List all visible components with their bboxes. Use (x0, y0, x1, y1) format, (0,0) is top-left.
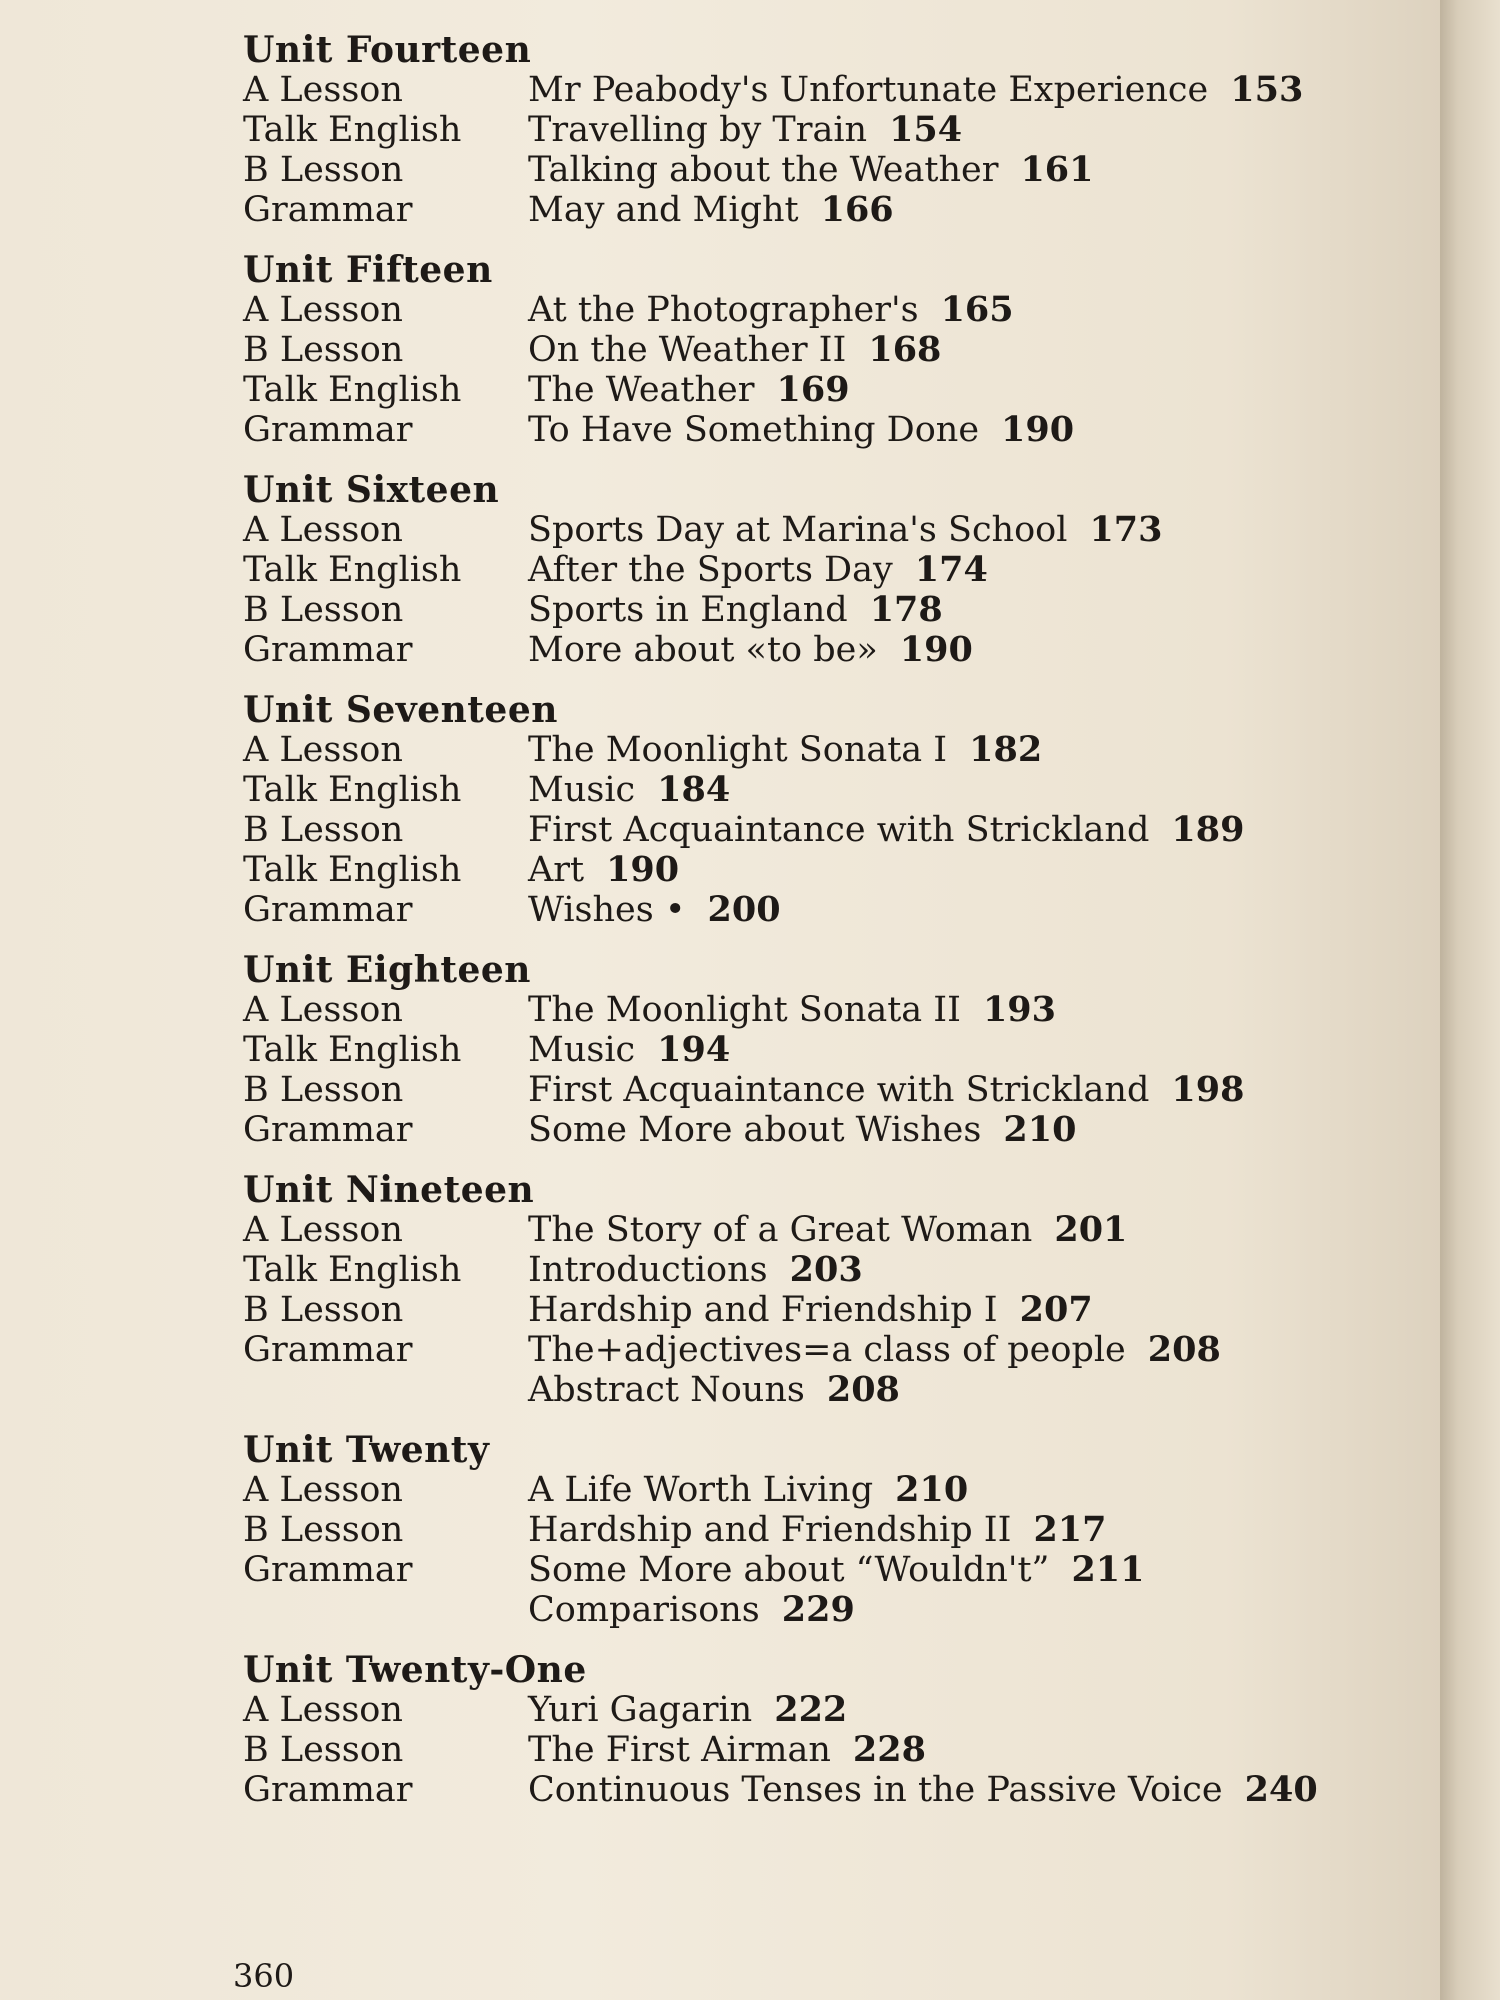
entry-page: 222 (774, 1689, 848, 1730)
entry-kind: Talk English (243, 770, 462, 810)
unit-section (243, 950, 1423, 1150)
entry-topic: Continuous Tenses in the Passive Voice (528, 1770, 1223, 1810)
unit-title: Unit Fifteen (243, 249, 493, 291)
entry-topic-line (528, 1330, 1423, 1370)
entry-topic-line (528, 550, 1423, 590)
entry-topic: After the Sports Day (528, 550, 893, 590)
entry-topic: Mr Peabody's Unfortunate Experience (528, 70, 1209, 110)
toc-entry (243, 330, 1423, 370)
unit-title: Unit Twenty (243, 1429, 490, 1471)
entry-topic-line (528, 1210, 1423, 1250)
toc-entry (243, 810, 1423, 850)
entry-kind (243, 1370, 528, 1410)
entry-topic-line (528, 190, 1423, 230)
entry-kind: Grammar (243, 1550, 413, 1590)
entry-kind: B Lesson (243, 810, 404, 850)
entry-page: 228 (852, 1729, 926, 1770)
toc-entry (243, 1590, 1423, 1630)
entry-topic-line (528, 330, 1423, 370)
entry-kind: A Lesson (243, 990, 403, 1030)
entry-kind: A Lesson (243, 730, 403, 770)
entry-page: 211 (1071, 1549, 1145, 1590)
entry-kind: B Lesson (243, 1070, 404, 1110)
entry-topic-line (528, 1030, 1423, 1070)
entry-topic: The First Airman (528, 1730, 831, 1770)
entry-topic: More about «to be» (528, 630, 878, 670)
toc-entry (243, 630, 1423, 670)
entry-topic-line (528, 850, 1423, 890)
unit-section (243, 1170, 1423, 1410)
entry-page: 174 (914, 549, 988, 590)
table-of-contents (243, 30, 1423, 1830)
toc-entry (243, 1770, 1423, 1810)
toc-entry (243, 730, 1423, 770)
entry-topic: The Moonlight Sonata II (528, 990, 961, 1030)
entry-topic-line (528, 590, 1423, 630)
entry-topic-line (528, 810, 1423, 850)
entry-kind: Grammar (243, 410, 413, 450)
entry-topic: A Life Worth Living (528, 1470, 874, 1510)
entry-kind: A Lesson (243, 290, 403, 330)
toc-entry (243, 1330, 1423, 1370)
entry-topic: Some More about Wishes (528, 1110, 982, 1150)
toc-entry (243, 1470, 1423, 1510)
entry-topic-line (528, 1730, 1423, 1770)
entry-kind: Grammar (243, 630, 413, 670)
entry-kind: Talk English (243, 550, 462, 590)
toc-entry (243, 990, 1423, 1030)
entry-topic: At the Photographer's (528, 290, 919, 330)
toc-entry (243, 850, 1423, 890)
entry-kind: B Lesson (243, 330, 404, 370)
entry-page: 184 (657, 769, 731, 810)
entry-topic-line (528, 1770, 1423, 1810)
entry-topic-line (528, 370, 1423, 410)
entry-topic-line (528, 1250, 1423, 1290)
toc-entry (243, 370, 1423, 410)
entry-page: 198 (1171, 1069, 1245, 1110)
toc-entry (243, 190, 1423, 230)
entry-topic-line (528, 890, 1423, 930)
entry-page: 229 (781, 1589, 855, 1630)
entry-topic-line (528, 110, 1423, 150)
toc-entry (243, 1110, 1423, 1150)
entry-kind: Grammar (243, 890, 413, 930)
entry-topic-line (528, 510, 1423, 550)
entry-topic-line (528, 290, 1423, 330)
unit-title: Unit Nineteen (243, 1169, 535, 1211)
entry-page: 165 (940, 289, 1014, 330)
entry-kind: Talk English (243, 110, 462, 150)
toc-entry (243, 70, 1423, 110)
entry-page: 201 (1054, 1209, 1128, 1250)
unit-section (243, 1650, 1423, 1810)
toc-entry (243, 510, 1423, 550)
toc-entry (243, 1550, 1423, 1590)
entry-topic: The Weather (528, 370, 755, 410)
entry-topic: Some More about “Wouldn't” (528, 1550, 1050, 1590)
entry-page: 169 (776, 369, 850, 410)
entry-topic-line (528, 1590, 1423, 1630)
entry-topic: May and Might (528, 190, 799, 230)
entry-topic: Comparisons (528, 1590, 760, 1630)
toc-entry (243, 1730, 1423, 1770)
entry-page: 240 (1244, 1769, 1318, 1810)
entry-topic: Yuri Gagarin (528, 1690, 753, 1730)
entry-topic-line (528, 1070, 1423, 1110)
entry-page: 210 (1003, 1109, 1077, 1150)
entry-topic-line (528, 730, 1423, 770)
toc-entry (243, 1250, 1423, 1290)
entry-topic: Introductions (528, 1250, 768, 1290)
entry-topic: Sports in England (528, 590, 848, 630)
entry-topic-line (528, 70, 1423, 110)
entry-kind: A Lesson (243, 1690, 403, 1730)
entry-page: 210 (895, 1469, 969, 1510)
toc-entry (243, 1690, 1423, 1730)
entry-topic: First Acquaintance with Strickland (528, 1070, 1150, 1110)
entry-page: 190 (1001, 409, 1075, 450)
entry-page: 166 (820, 189, 894, 230)
toc-entry (243, 1210, 1423, 1250)
entry-kind: Talk English (243, 1250, 462, 1290)
entry-page: 182 (969, 729, 1043, 770)
entry-topic-line (528, 1110, 1423, 1150)
entry-topic: Travelling by Train (528, 110, 868, 150)
toc-entry (243, 290, 1423, 330)
entry-topic-line (528, 1370, 1423, 1410)
toc-entry (243, 410, 1423, 450)
entry-page: 200 (707, 889, 781, 930)
entry-topic-line (528, 990, 1423, 1030)
entry-kind: Grammar (243, 190, 413, 230)
toc-entry (243, 890, 1423, 930)
entry-topic-line (528, 1550, 1423, 1590)
entry-page: 207 (1019, 1289, 1093, 1330)
unit-section (243, 1430, 1423, 1630)
unit-section (243, 30, 1423, 230)
unit-section (243, 250, 1423, 450)
toc-entry (243, 1510, 1423, 1550)
entry-topic: Abstract Nouns (528, 1370, 805, 1410)
entry-page: 193 (982, 989, 1056, 1030)
entry-page: 168 (868, 329, 942, 370)
entry-kind: A Lesson (243, 70, 403, 110)
entry-topic: Music (528, 1030, 636, 1070)
entry-topic: Hardship and Friendship I (528, 1290, 998, 1330)
entry-kind: A Lesson (243, 1210, 403, 1250)
entry-kind: B Lesson (243, 1290, 404, 1330)
entry-topic: The Moonlight Sonata I (528, 730, 948, 770)
entry-kind: Grammar (243, 1330, 413, 1370)
entry-page: 154 (889, 109, 963, 150)
toc-entry (243, 110, 1423, 150)
entry-topic-line (528, 1470, 1423, 1510)
entry-page: 217 (1033, 1509, 1107, 1550)
entry-kind: B Lesson (243, 1510, 404, 1550)
entry-topic-line (528, 1290, 1423, 1330)
entry-kind: B Lesson (243, 590, 404, 630)
entry-topic-line (528, 630, 1423, 670)
entry-topic: Music (528, 770, 636, 810)
page-number: 360 (233, 1957, 295, 1995)
toc-entry (243, 550, 1423, 590)
unit-title: Unit Fourteen (243, 29, 532, 71)
entry-topic: Talking about the Weather (528, 150, 999, 190)
entry-kind: A Lesson (243, 510, 403, 550)
entry-topic: Art (528, 850, 585, 890)
unit-section (243, 470, 1423, 670)
entry-topic-line (528, 1690, 1423, 1730)
entry-page: 161 (1020, 149, 1094, 190)
entry-page: 208 (826, 1369, 900, 1410)
unit-section (243, 690, 1423, 930)
entry-page: 208 (1147, 1329, 1221, 1370)
entry-page: 178 (869, 589, 943, 630)
toc-entry (243, 1290, 1423, 1330)
entry-topic: Hardship and Friendship II (528, 1510, 1012, 1550)
unit-title: Unit Seventeen (243, 689, 558, 731)
entry-kind: B Lesson (243, 1730, 404, 1770)
entry-topic: Wishes • (528, 890, 686, 930)
toc-entry (243, 1370, 1423, 1410)
entry-page: 153 (1230, 69, 1304, 110)
entry-kind: A Lesson (243, 1470, 403, 1510)
entry-topic-line (528, 770, 1423, 810)
entry-kind: B Lesson (243, 150, 404, 190)
unit-title: Unit Twenty-One (243, 1649, 587, 1691)
entry-page: 189 (1171, 809, 1245, 850)
entry-topic: On the Weather II (528, 330, 847, 370)
toc-entry (243, 770, 1423, 810)
entry-page: 190 (899, 629, 973, 670)
entry-page: 190 (606, 849, 680, 890)
entry-topic-line (528, 150, 1423, 190)
toc-entry (243, 150, 1423, 190)
entry-topic: The Story of a Great Woman (528, 1210, 1033, 1250)
entry-topic: To Have Something Done (528, 410, 980, 450)
entry-page: 173 (1089, 509, 1163, 550)
toc-entry (243, 1070, 1423, 1110)
entry-page: 194 (657, 1029, 731, 1070)
toc-entry (243, 590, 1423, 630)
page-gutter (1440, 0, 1500, 2000)
entry-kind: Talk English (243, 850, 462, 890)
entry-page: 203 (789, 1249, 863, 1290)
entry-topic-line (528, 410, 1423, 450)
unit-title: Unit Sixteen (243, 469, 500, 511)
entry-topic: First Acquaintance with Strickland (528, 810, 1150, 850)
entry-topic: Sports Day at Marina's School (528, 510, 1068, 550)
toc-entry (243, 1030, 1423, 1070)
entry-topic: The+adjectives=a class of people (528, 1330, 1126, 1370)
entry-kind: Talk English (243, 1030, 462, 1070)
entry-kind (243, 1590, 528, 1630)
entry-kind: Talk English (243, 370, 462, 410)
entry-kind: Grammar (243, 1110, 413, 1150)
entry-kind: Grammar (243, 1770, 413, 1810)
unit-title: Unit Eighteen (243, 949, 531, 991)
entry-topic-line (528, 1510, 1423, 1550)
